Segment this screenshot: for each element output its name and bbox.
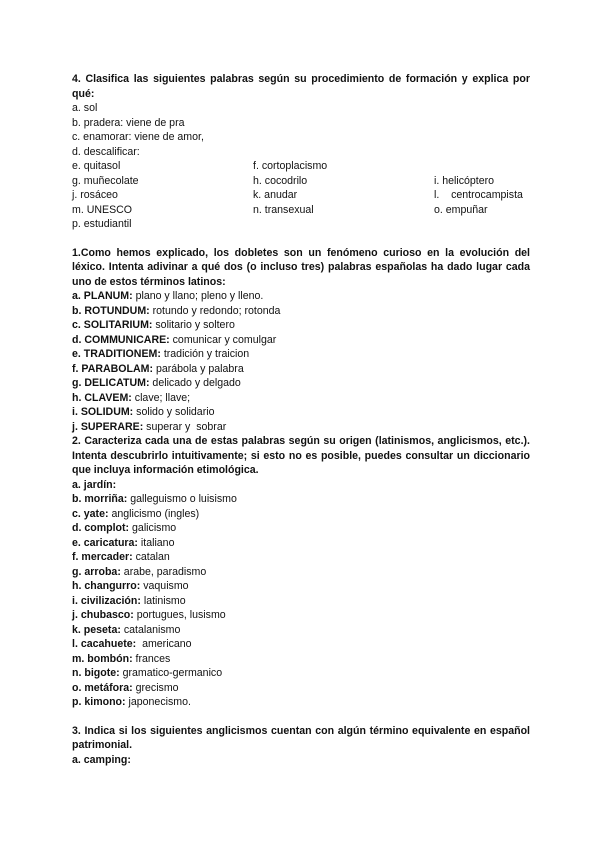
q4-cell: p. estudiantil [72, 218, 132, 230]
q4-item: c. enamorar: viene de amor, [72, 131, 204, 143]
answer-term: h. changurro: [72, 580, 141, 592]
answer-text: vaquismo [140, 580, 189, 592]
answer-line [72, 478, 530, 493]
answer-text: catalanismo [120, 623, 181, 636]
answer-term: m. bombón: [72, 652, 133, 665]
answer-line [72, 362, 530, 377]
answer-line [72, 289, 530, 304]
answer-text: japonecismo. [125, 696, 191, 708]
q4-cell: j. rosáceo [72, 189, 118, 201]
q4-row [72, 203, 530, 218]
answer-term: i. SOLIDUM: [72, 406, 134, 418]
answer-text: tradición y traicion [160, 348, 250, 360]
answer-line [72, 666, 530, 681]
q4-cell: g. muñecolate [72, 174, 139, 187]
answer-line [72, 536, 530, 551]
answer-line [72, 492, 530, 507]
q4-row [72, 159, 530, 174]
answer-line [72, 608, 530, 623]
answer-line [72, 681, 530, 696]
answer-term: b. morriña: [72, 493, 128, 505]
answer-term: f. mercader: [72, 551, 133, 563]
q4-cell: o. empuñar [434, 203, 488, 216]
q4-cell: l. centrocampista [434, 189, 523, 201]
q1-list [72, 289, 530, 434]
q4-cell: f. cortoplacismo [253, 160, 328, 172]
answer-text: rotundo y redondo; rotonda [149, 304, 281, 317]
answer-text: catalan [132, 551, 170, 563]
answer-line [72, 420, 530, 435]
answer-text: italiano [137, 536, 175, 549]
answer-text: frances [132, 652, 171, 665]
answer-line [72, 550, 530, 565]
q4-item: a. sol [72, 102, 98, 114]
answer-text: solido y solidario [133, 406, 215, 418]
answer-text: delicado y delgado [149, 377, 241, 389]
answer-text: anglicismo (ingles) [108, 507, 200, 520]
answer-term: a. PLANUM: [72, 290, 133, 302]
question-2-title: 2. Caracteriza cada una de estas palabras según su origen (latinismos, anglicismos, etc.). Intenta descubrirlo intuitivamente; si esto no es posible, puedes consultar un diccionario que incluya información etimológica. [72, 435, 530, 476]
answer-line [72, 391, 530, 406]
answer-term: a. jardín: [72, 478, 117, 491]
q4-row [72, 174, 530, 189]
answer-text: latinismo [140, 594, 186, 607]
q4-item: b. pradera: viene de pra [72, 116, 185, 129]
answer-text: americano [136, 638, 192, 650]
answer-text: galicismo [129, 522, 177, 534]
answer-term: b. ROTUNDUM: [72, 304, 150, 317]
answer-term: a. camping: [72, 753, 131, 766]
answer-text: solitario y soltero [152, 319, 235, 331]
q4-cell: k. anudar [253, 189, 298, 201]
q4-cell: i. helicóptero [434, 174, 495, 187]
answer-line [72, 333, 530, 348]
answer-term: g. arroba: [72, 565, 121, 578]
q2-list [72, 478, 530, 710]
answer-term: e. TRADITIONEM: [72, 348, 161, 360]
answer-line [72, 579, 530, 594]
answer-text: clave; llave; [131, 391, 191, 404]
answer-text: galleguismo o luisismo [127, 493, 237, 505]
q4-item: d. descalificar: [72, 145, 140, 158]
answer-text: comunicar y comulgar [169, 333, 277, 346]
answer-line [72, 565, 530, 580]
question-3-title: 3. Indica si los siguientes anglicismos cuentan con algún término equivalente en español patrimonial. [72, 724, 530, 751]
answer-line [72, 594, 530, 609]
q4-row [72, 217, 530, 232]
answer-term: k. peseta: [72, 623, 121, 636]
answer-term: d. COMMUNICARE: [72, 333, 170, 346]
answer-text: arabe, paradismo [120, 565, 207, 578]
q4-cell: h. cocodrilo [253, 174, 308, 187]
q3-list [72, 753, 530, 768]
answer-term: j. chubasco: [72, 609, 134, 621]
answer-text: superar y sobrar [143, 420, 227, 433]
answer-line [72, 405, 530, 420]
answer-term: j. SUPERARE: [72, 420, 144, 433]
answer-term: c. SOLITARIUM: [72, 319, 153, 331]
question-4-title: 4. Clasifica las siguientes palabras según su procedimiento de formación y explica por qué: [72, 73, 530, 100]
answer-term: g. DELICATUM: [72, 377, 150, 389]
answer-line [72, 695, 530, 710]
answer-term: c. yate: [72, 507, 109, 520]
answer-text: grecismo [132, 681, 179, 694]
q4-cell: n. transexual [253, 203, 314, 216]
answer-term: e. caricatura: [72, 536, 138, 549]
answer-line [72, 623, 530, 638]
answer-line [72, 376, 530, 391]
answer-text: gramatico-germanico [119, 667, 223, 679]
answer-line [72, 347, 530, 362]
answer-line [72, 521, 530, 536]
answer-line [72, 318, 530, 333]
answer-term: n. bigote: [72, 667, 120, 679]
answer-term: f. PARABOLAM: [72, 362, 154, 375]
answer-term: o. metáfora: [72, 681, 133, 694]
answer-term: i. civilización: [72, 594, 141, 607]
answer-term: l. cacahuete: [72, 638, 137, 650]
answer-text: plano y llano; pleno y lleno. [132, 290, 264, 302]
q4-row [72, 188, 530, 203]
answer-line [72, 507, 530, 522]
answer-line [72, 637, 530, 652]
answer-term: d. complot: [72, 522, 130, 534]
q4-cell: e. quitasol [72, 160, 121, 172]
answer-line [72, 304, 530, 319]
answer-line [72, 753, 530, 768]
question-1-title: 1.Como hemos explicado, los dobletes son un fenómeno curioso en la evolución del léxico. Intenta adivinar a qué dos (o incluso tres) palabras españolas ha dado lugar cada uno de estos términos latinos: [72, 246, 530, 288]
answer-text: parábola y palabra [153, 362, 244, 375]
answer-term: h. CLAVEM: [72, 391, 132, 404]
answer-line [72, 652, 530, 667]
answer-term: p. kimono: [72, 696, 126, 708]
answer-text: portugues, lusismo [133, 609, 226, 621]
q4-cell: m. UNESCO [72, 203, 133, 216]
